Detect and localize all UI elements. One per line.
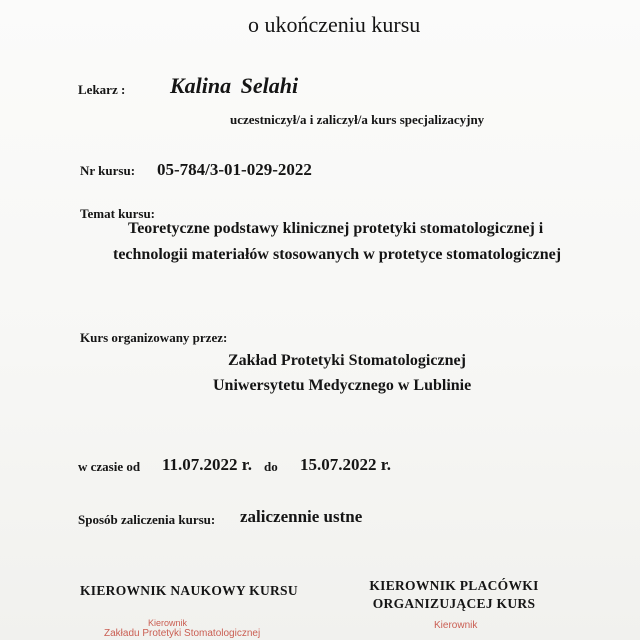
course-number-label: Nr kursu: bbox=[80, 163, 136, 178]
completion-value: zaliczennie ustne bbox=[240, 507, 363, 526]
course-number-value: 05-784/3-01-029-2022 bbox=[157, 160, 312, 179]
period-to-label: do bbox=[264, 459, 278, 474]
organizer-line-1: Zakład Protetyki Stomatologicznej bbox=[228, 352, 466, 369]
topic-label: Temat kursu: bbox=[80, 206, 156, 221]
signature-right-heading-line-2: ORGANIZUJĄCEJ KURS bbox=[372, 596, 536, 611]
period-to: 15.07.2022 r. bbox=[300, 455, 391, 474]
doctor-name: Kalina Selahi bbox=[170, 73, 299, 98]
stamp-right-line-1: Kierownik bbox=[434, 620, 478, 631]
topic-line-1: Teoretyczne podstawy klinicznej protetyki stomatologicznej i bbox=[128, 220, 544, 237]
stamp-left-line-2: Zakładu Protetyki Stomatologicznej bbox=[104, 628, 261, 639]
period-label: w czasie od bbox=[78, 459, 141, 474]
signature-left-heading: KIEROWNIK NAUKOWY KURSU bbox=[80, 583, 298, 598]
completion-label: Sposób zaliczenia kursu: bbox=[78, 512, 216, 527]
participation-text: uczestniczył/a i zaliczył/a kurs specjalizacyjny bbox=[230, 112, 485, 127]
organizer-label: Kurs organizowany przez: bbox=[80, 330, 228, 345]
period-from: 11.07.2022 r. bbox=[162, 455, 253, 474]
signature-right-heading-line-1: KIEROWNIK PLACÓWKI bbox=[369, 578, 539, 593]
stamp-left-line-1: Kierownik bbox=[148, 618, 188, 628]
organizer-line-2: Uniwersytetu Medycznego w Lublinie bbox=[213, 377, 472, 394]
doctor-label: Lekarz : bbox=[78, 82, 126, 97]
document-title: o ukończeniu kursu bbox=[248, 12, 421, 37]
topic-line-2: technologii materiałów stosowanych w protetyce stomatologicznej bbox=[113, 246, 562, 263]
